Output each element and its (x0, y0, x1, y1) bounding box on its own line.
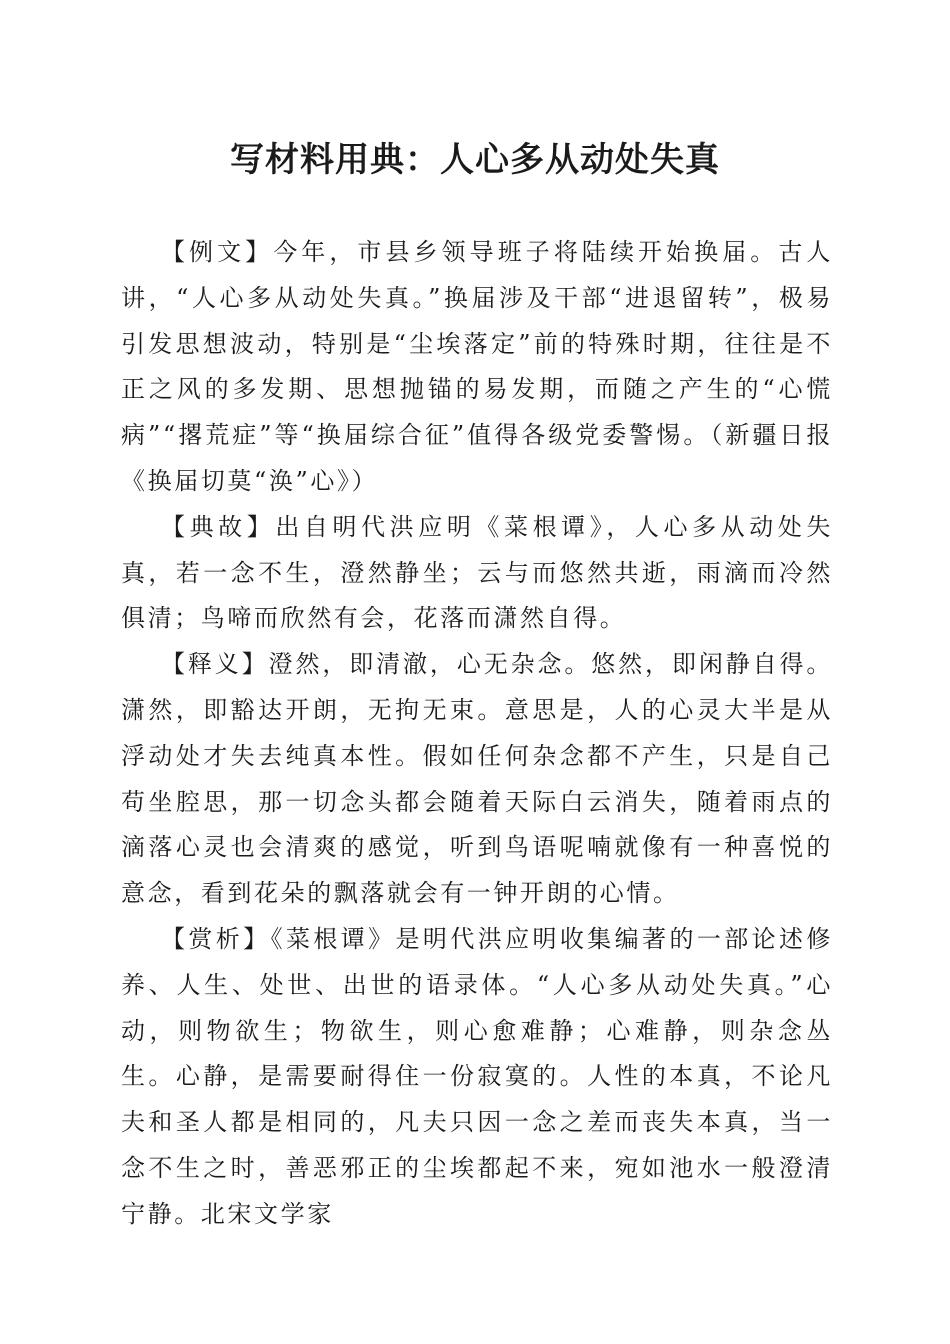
paragraph-text: 出自明代洪应明《菜根谭》，人心多从动处失真，若一念不生，澄然静坐；云与而悠然共逝，雨滴而冷然俱清；鸟啼而欣然有会，花落而潇然自得。 (121, 512, 834, 633)
paragraph-tag: 【典故】 (161, 512, 276, 541)
paragraph-text: 《菜根谭》是明代洪应明收集编著的一部论述修养、人生、处世、出世的语录体。“人心多从动处失真。”心动，则物欲生；物欲生，则心愈难静；心难静，则杂念丛生。心静，是需要耐得住一份寂寞的。人性的本真，不论凡夫和圣人都是相同的，凡夫只因一念之差而丧失本真，当一念不生之时，善恶邪正的尘埃都起不来，宛如池水一般澄清宁静。北宋文学家 (121, 924, 833, 1228)
paragraph-tag: 【释义】 (161, 650, 269, 679)
paragraph-appreciation (121, 917, 833, 1238)
paragraph-text: 澄然，即清澈，心无杂念。悠然，即闲静自得。潇然，即豁达开朗，无拘无束。意思是，人的心灵大半是从浮动处才失去纯真本性。假如任何杂念都不产生，只是自己苟坐腔思，那一切念头都会随着天际白云消失，随着雨点的滴落心灵也会清爽的感觉，听到鸟语呢喃就像有一种喜悦的意念，看到花朵的飘落就会有一钟开朗的心情。 (121, 650, 833, 908)
document-title: 写材料用典：人心多从动处失真 (230, 140, 720, 180)
paragraph-text: 今年，市县乡领导班子将陆续开始换届。古人讲，“人心多从动处失真。”换届涉及干部“进退留转”，极易引发思想波动，特别是“尘埃落定”前的特殊时期，往往是不正之风的多发期、思想抛锚的易发期，而随之产生的“心慌病”“撂荒症”等“换届综合征”值得各级党委警惕。（新疆日报《换届切莫“涣”心》） (121, 238, 833, 495)
document-body (121, 230, 833, 1238)
paragraph-tag: 【例文】 (161, 238, 274, 266)
paragraph-example (121, 230, 833, 505)
paragraph-interpretation (121, 642, 833, 917)
paragraph-tag: 【赏析】 (161, 924, 271, 953)
paragraph-allusion (121, 505, 833, 642)
